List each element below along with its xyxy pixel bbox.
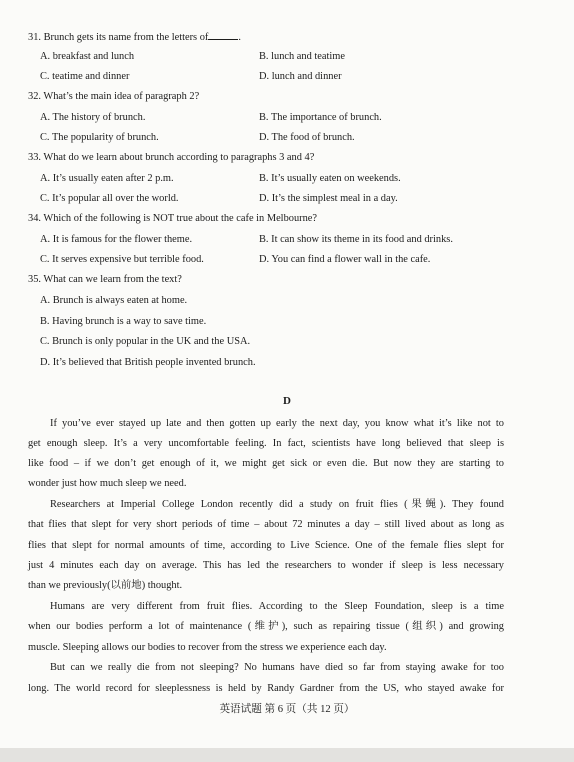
option-33-d: D. It’s the simplest meal in a day. xyxy=(259,193,398,204)
option-34-a: A. It is famous for the flower theme. xyxy=(40,234,193,245)
option-32-a: A. The history of brunch. xyxy=(40,112,146,123)
option-33-a: A. It’s usually eaten after 2 p.m. xyxy=(40,173,174,184)
question-33: 33. What do we learn about brunch according to paragraphs 3 and 4? xyxy=(28,152,315,163)
option-34-c: C. It serves expensive but terrible food. xyxy=(40,254,204,265)
option-31-c: C. teatime and dinner xyxy=(40,71,130,82)
bottom-edge xyxy=(0,748,574,762)
option-31-a: A. breakfast and lunch xyxy=(40,51,135,62)
option-33-c: C. It’s popular all over the world. xyxy=(40,193,179,204)
passage-line: get enough sleep. It’s a very uncomfortable feeling. In fact, scientists have long believed that sleep is xyxy=(28,438,504,449)
passage-line: than we previously(以前地) thought. xyxy=(28,580,183,591)
passage-line: that flies that slept for very short periods of time – about 72 minutes a day – still lived about as long as xyxy=(28,519,504,530)
question-34: 34. Which of the following is NOT true about the cafe in Melbourne? xyxy=(28,213,318,224)
passage-line: just 4 minutes each day on average. This has led the researchers to wonder if sleep is less necessary xyxy=(28,560,504,571)
option-31-d: D. lunch and dinner xyxy=(259,71,342,82)
passage-line: long. The world record for sleeplessness is held by Randy Gardner from the US, who stayed awake for xyxy=(28,683,504,694)
question-32: 32. What’s the main idea of paragraph 2? xyxy=(28,91,200,102)
option-33-b: B. It’s usually eaten on weekends. xyxy=(259,173,401,184)
option-35-a: A. Brunch is always eaten at home. xyxy=(40,295,188,306)
option-32-c: C. The popularity of brunch. xyxy=(40,132,159,143)
option-34-b: B. It can show its theme in its food and drinks. xyxy=(259,234,453,245)
option-32-d: D. The food of brunch. xyxy=(259,132,355,143)
section-title: D xyxy=(283,395,291,407)
passage-line: Researchers at Imperial College London recently did a study on fruit flies (果蝇). They found xyxy=(50,499,504,510)
option-32-b: B. The importance of brunch. xyxy=(259,112,382,123)
passage-line: like food – if we don’t get enough of it, we might get sick or even die. But now they are starting to xyxy=(28,458,504,469)
passage-line: when our bodies perform a lot of maintenance (维护), such as repairing tissue (组织) and growing xyxy=(28,621,504,632)
passage-line: flies that slept for normal amounts of time, according to Live Science. One of the female flies slept for xyxy=(28,540,504,551)
option-35-b: B. Having brunch is a way to save time. xyxy=(40,316,207,327)
question-31-stem-end: . xyxy=(238,32,241,43)
option-35-d: D. It’s believed that British people invented brunch. xyxy=(40,357,256,368)
question-31-stem: 31. Brunch gets its name from the letters of xyxy=(28,32,209,43)
page-footer: 英语试题 第 6 页（共 12 页） xyxy=(219,704,355,715)
passage-line: If you’ve ever stayed up late and then gotten up early the next day, you know what it’s like not to xyxy=(50,418,504,429)
question-31 xyxy=(28,30,241,44)
passage-line: wonder just how much sleep we need. xyxy=(28,478,187,489)
passage-line: But can we really die from not sleeping? No humans have died so far from staying awake for too xyxy=(50,662,504,673)
option-34-d: D. You can find a flower wall in the cafe. xyxy=(259,254,431,265)
passage-line: muscle. Sleeping allows our bodies to recover from the stress we experience each day. xyxy=(28,642,387,653)
option-31-b: B. lunch and teatime xyxy=(259,51,345,62)
passage-line: Humans are very different from fruit flies. According to the Sleep Foundation, sleep is a time xyxy=(50,601,504,612)
answer-blank xyxy=(208,30,238,40)
option-35-c: C. Brunch is only popular in the UK and the USA. xyxy=(40,336,251,347)
question-35: 35. What can we learn from the text? xyxy=(28,274,182,285)
